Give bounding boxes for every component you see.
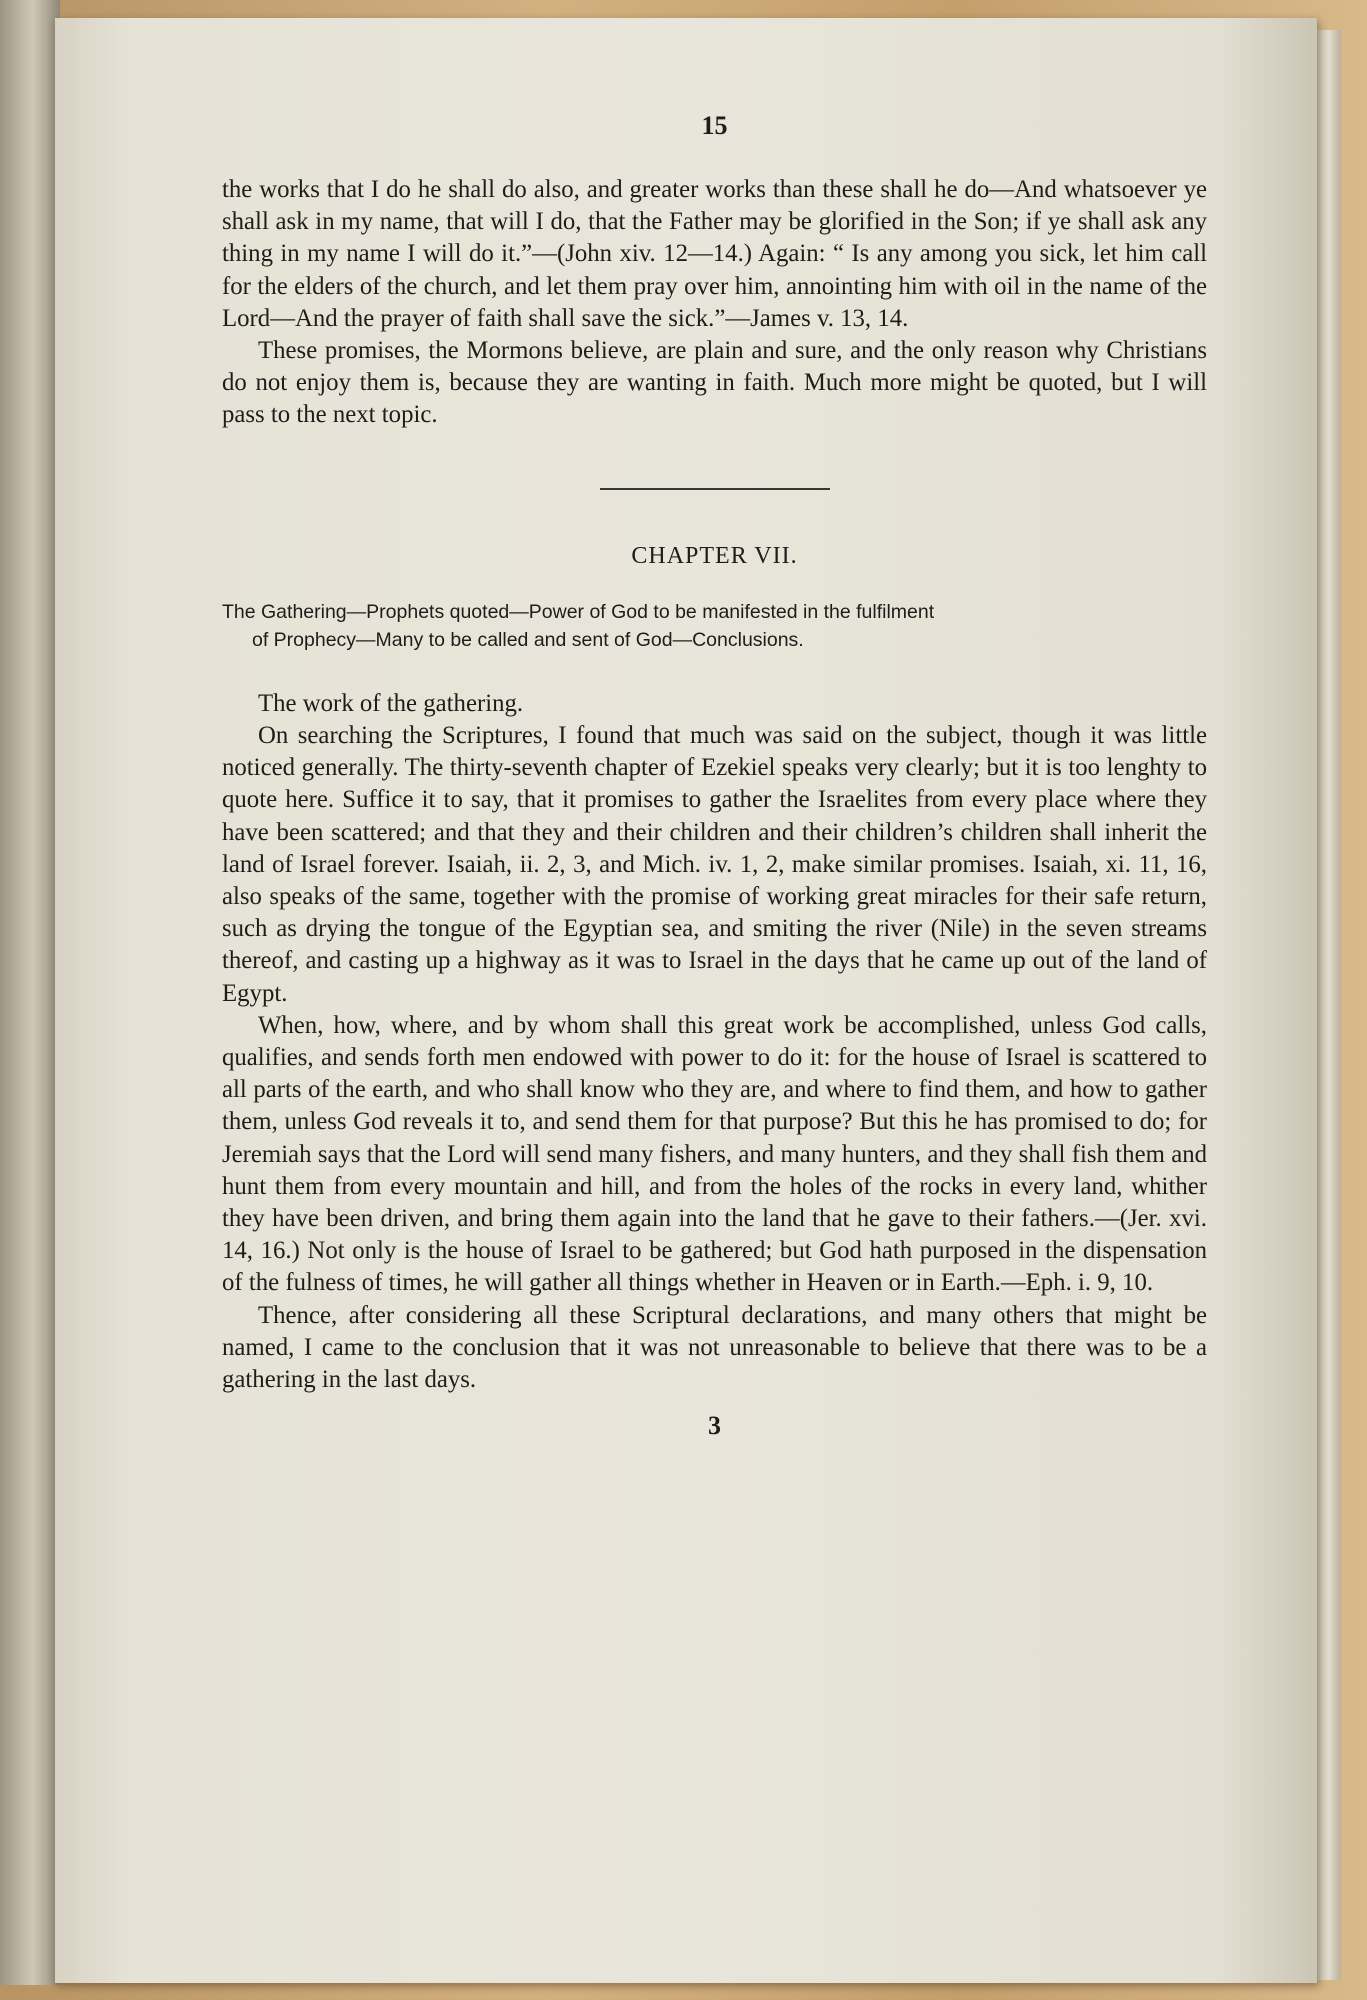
synopsis-line-2: of Prophecy—Many to be called and sent of God—Conclusions.	[252, 628, 804, 651]
searching-paragraph: On searching the Scriptures, I found that much was said on the subject, though it was little noticed generally. The thirty-seventh chapter of Ezekiel speaks very clearly; but it is too lenghty to quote here. Suffice it to say, that it promises to gather the Israelites from every place where they have been scattered; and that they and their children and their children’s children shall inherit the land of Israel forever. Isaiah, ii. 2, 3, and Mich. iv. 1, 2, make similar promises. Isaiah, xi. 11, 16, also speaks of the same, together with the promise of working great miracles for their safe return, such as drying the tongue of the Egyptian sea, and smiting the river (Nile) in the seven streams thereof, and casting up a highway as it was to Israel in the days that he came up out of the land of Egypt.	[222, 722, 1207, 1007]
section-divider	[600, 488, 830, 490]
continuation-paragraph: the works that I do he shall do also, and greater works than these shall he do—And whatsoever ye shall ask in my name, that will I do, that the Father may be glorified in the Son; if ye shall ask any thing in my name I will do it.”—(John xiv. 12—14.) Again: “ Is any among you sick, let him call for the elders of the church, and let them pray over him, annointing him with oil in the name of the Lord—And the prayer of faith shall save the sick.”—James v. 13, 14.	[222, 176, 1207, 332]
thence-paragraph: Thence, after considering all these Scriptural declarations, and many others that might be named, I came to the conclusion that it was not unreasonable to believe that there was to be a gathering in the last days.	[222, 1301, 1207, 1394]
when-paragraph: When, how, where, and by whom shall this great work be accomplished, unless God calls, qualifies, and sends forth men endowed with power to do it: for the house of Israel is scattered to all parts of the earth, and who shall know who they are, and where to find them, and how to gather them, unless God reveals it to, and send them for that purpose? But this he has promised to do; for Jeremiah says that the Lord will send many fishers, and many hunters, and they shall fish them and hunt them from every mountain and hill, and from the holes of the rocks in every land, whither they have been driven, and bring them again into the land that he gave to their fathers.—(Jer. xvi. 14, 16.) Not only is the house of Israel to be gathered; but God hath purposed in the dispensation of the fulness of times, he will gather all things whether in Heaven or in Earth.—Eph. i. 9, 10.	[222, 1011, 1207, 1297]
chapter-synopsis	[222, 598, 1207, 654]
gathering-intro: The work of the gathering.	[258, 689, 524, 717]
chapter-heading: CHAPTER VII.	[631, 542, 798, 569]
synopsis-line-1: The Gathering—Prophets quoted—Power of God to be manifested in the fulfilment	[222, 600, 935, 623]
page-number: 15	[701, 111, 728, 140]
promises-paragraph: These promises, the Mormons believe, are plain and sure, and the only reason why Christians do not enjoy them is, because they are wanting in faith. Much more might be quoted, but I will pass to the next topic.	[222, 337, 1207, 429]
previous-page-edge	[0, 0, 60, 1985]
page-content	[222, 110, 1207, 1443]
page-stack-edge	[1317, 30, 1341, 1980]
signature-mark: 3	[708, 1411, 721, 1441]
